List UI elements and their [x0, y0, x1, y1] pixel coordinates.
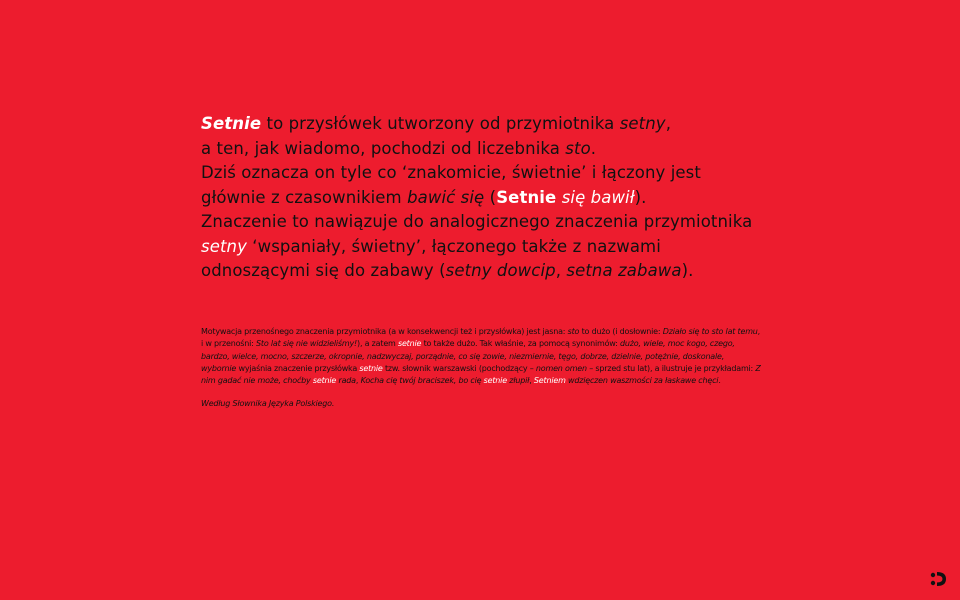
- note-section: [201, 326, 761, 411]
- main-line-6: setny ‘wspaniały, świetny’, łączonego także z nazwami: [201, 236, 661, 256]
- main-line-4: głównie z czasownikiem bawić się (Setnie się bawił).: [201, 187, 647, 207]
- main-line-5: Znaczenie to nawiązuje do analogicznego znaczenia przymiotnika: [201, 212, 753, 231]
- main-line-1: Setnie to przysłówek utworzony od przymiotnika setny,: [201, 114, 672, 133]
- main-line-2: a ten, jak wiadomo, pochodzi od liczebnika sto.: [201, 138, 597, 158]
- publisher-logo-icon: [930, 570, 948, 588]
- main-line-3: Dziś oznacza on tyle co ‘znakomicie, świetnie’ i łączony jest: [201, 163, 701, 182]
- note-paragraph: Motywacja przenośnego znaczenia przymiotnika (a w konsekwencji też i przysłówka) jest jasna: sto to dużo (i dosłownie: Działo się to sto lat temu, i w przenośni: Sto lat się nie widzieliśmy!), a zatem setnie to także dużo. Tak właśnie, za pomocą synonimów: dużo, wiele, moc kogo, czego, bardzo, wielce, mocno, szczerze, okropnie, nadzwyczaj, porządnie, co się zowie, niezmiernie, tęgo, dobrze, dzielnie, potężnie, doskonale, wybornie wyjaśnia znaczenie przysłówka setnie tzw. słownik warszawski (pochodzący – nomen omen – sprzed stu lat), a ilustruje je przykładami: Z nim gadać nie może, choćby setnie rada, Kocha cię twój braciszek, bo cię setnie złupił, Setniem wdzięczen waszmości za łaskawe chęci.: [201, 327, 761, 386]
- main-paragraph: [201, 112, 791, 284]
- main-line-7: odnoszącymi się do zabawy (setny dowcip, setna zabawa).: [201, 261, 694, 280]
- source-citation: Według Słownika Języka Polskiego.: [201, 399, 335, 409]
